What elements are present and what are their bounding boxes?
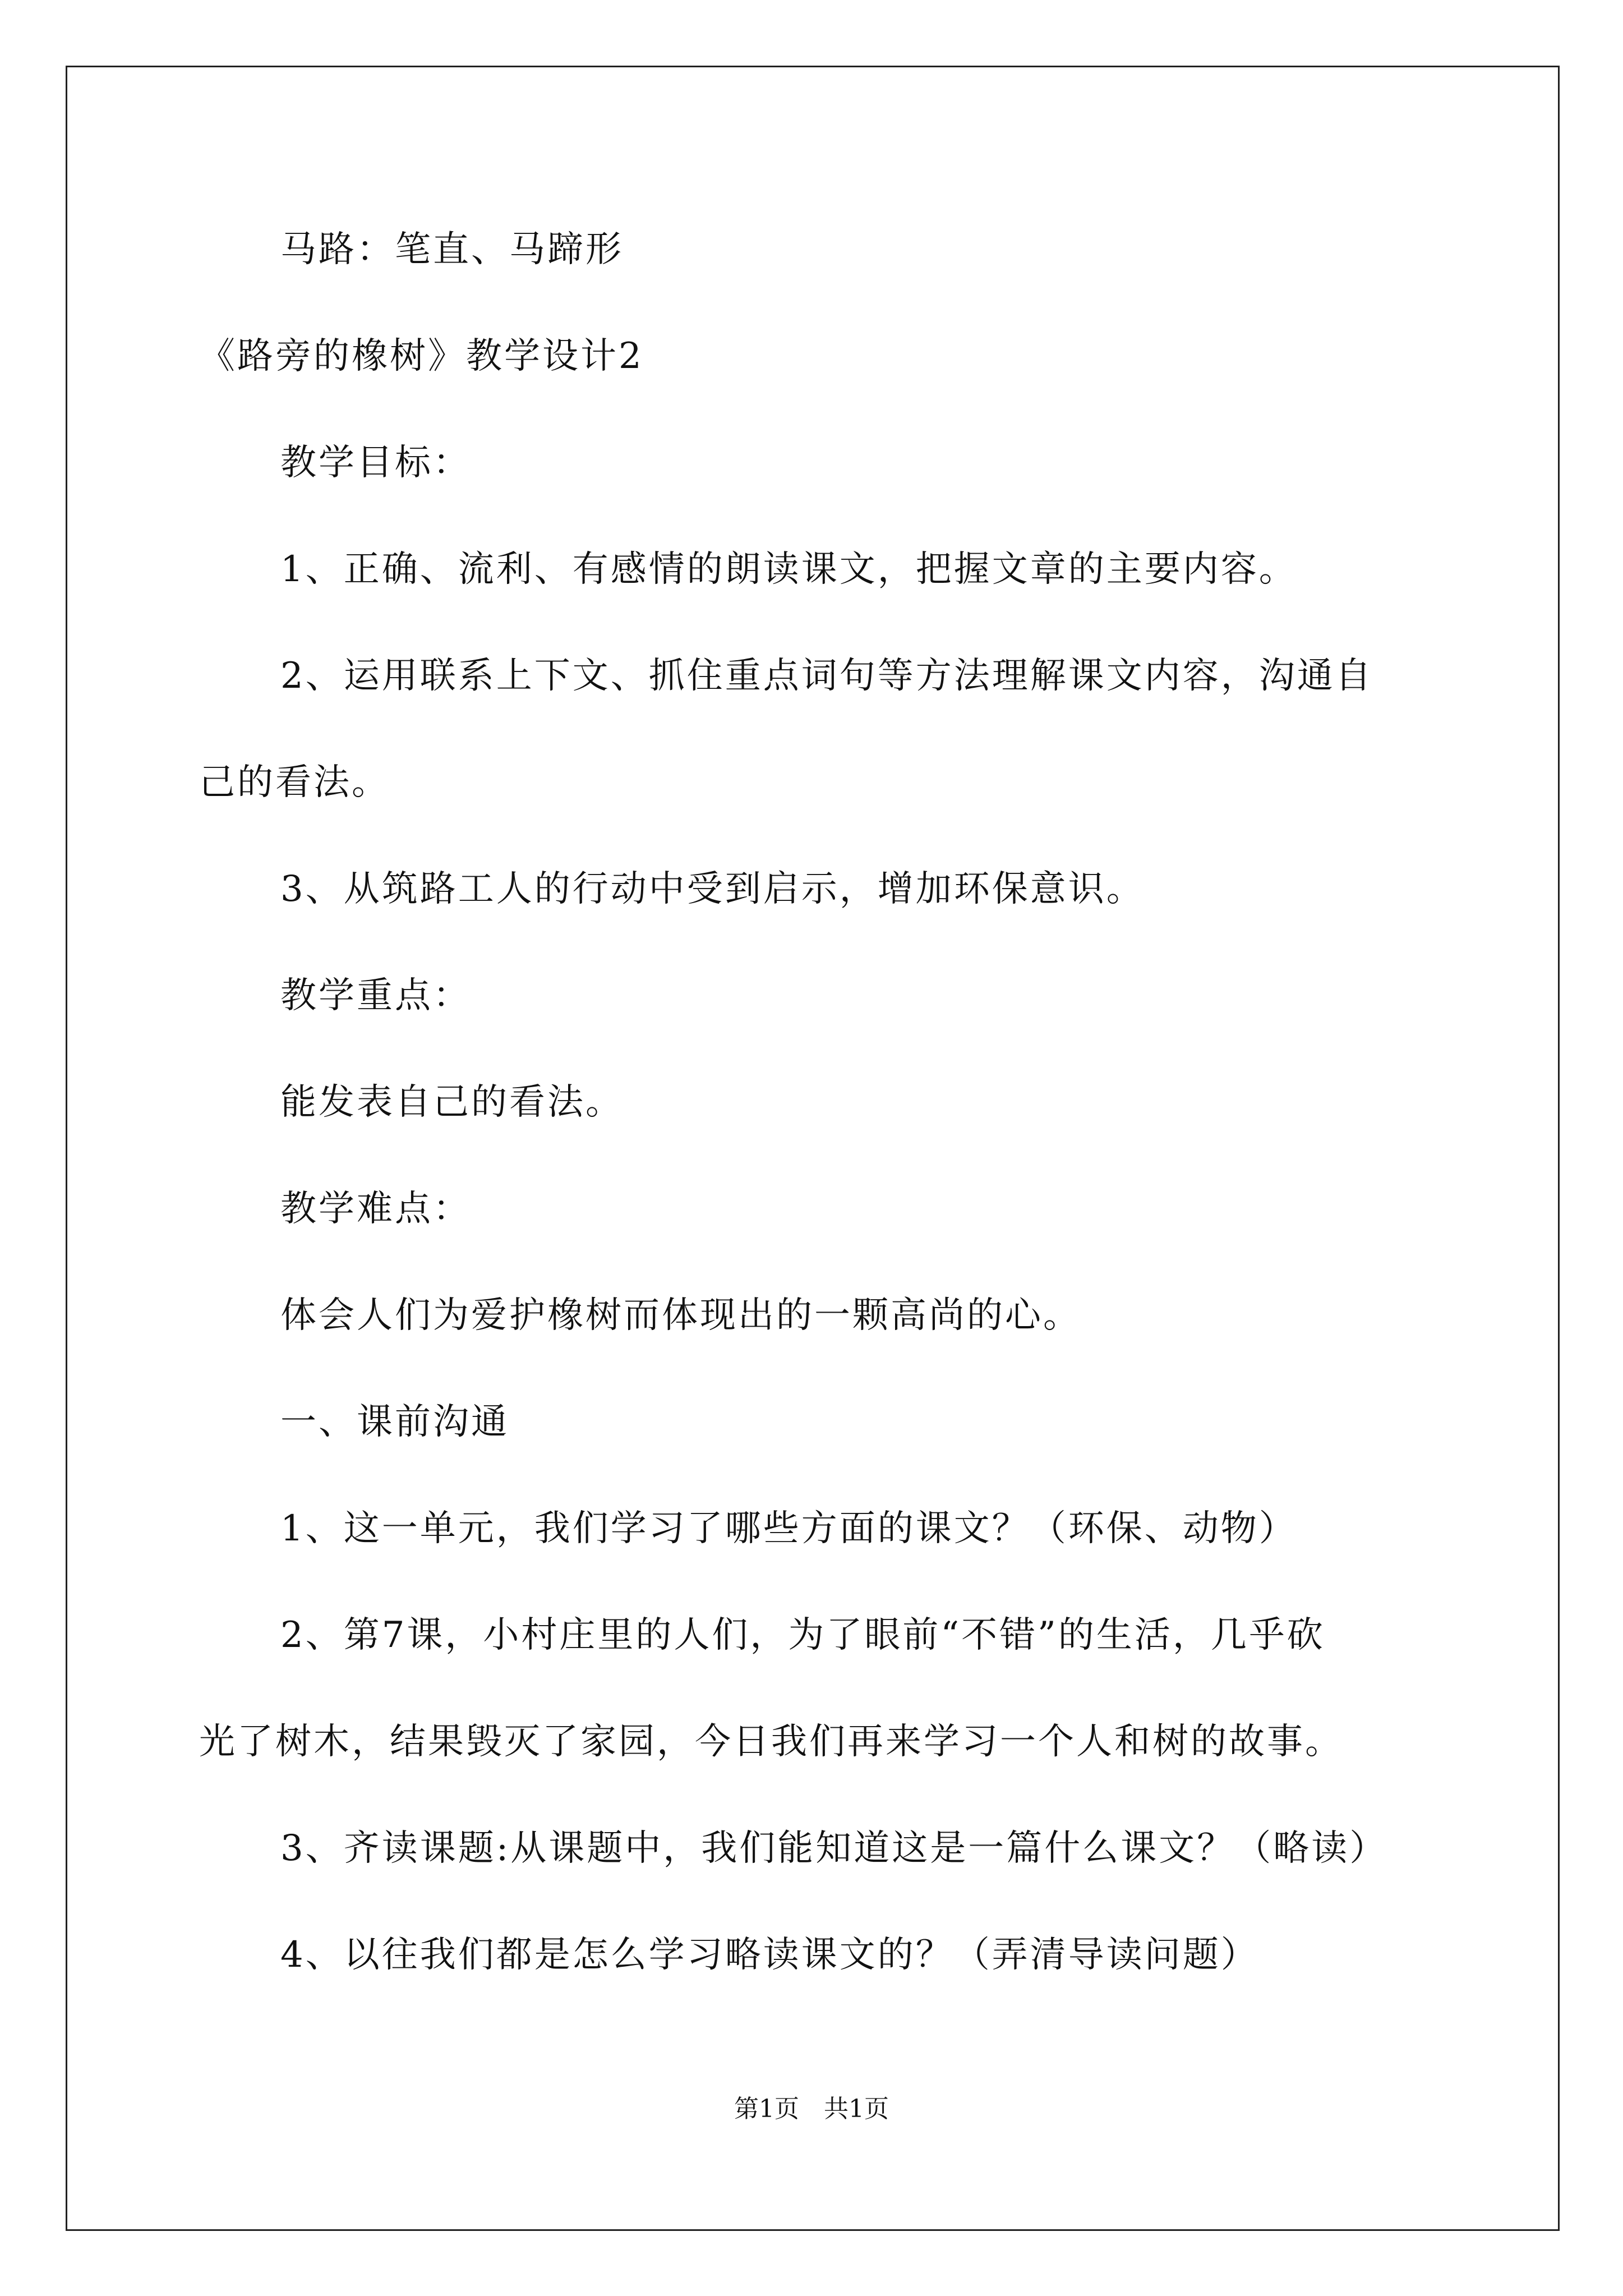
text-line-16: 3、齐读课题:从课题中，我们能知道这是一篇什么课文？（略读） — [280, 1828, 1388, 1869]
text-line-8: 教学重点： — [280, 975, 471, 1016]
text-line-10: 教学难点： — [280, 1188, 471, 1230]
text-line-3: 教学目标： — [280, 442, 471, 484]
text-line-1: 马路：笔直、马蹄形 — [280, 229, 624, 270]
text-line-13: 1、这一单元，我们学习了哪些方面的课文？（环保、动物） — [280, 1508, 1297, 1549]
text-line-7: 3、从筑路工人的行动中受到启示，增加环保意识。 — [280, 868, 1145, 910]
text-line-11: 体会人们为爱护橡树而体现出的一颗高尚的心。 — [280, 1295, 1081, 1336]
text-line-4: 1、正确、流利、有感情的朗读课文，把握文章的主要内容。 — [280, 549, 1297, 590]
text-line-17: 4、以往我们都是怎么学习略读课文的？（弄清导读问题） — [280, 1934, 1259, 1976]
text-line-14: 2、第7课，小村庄里的人们，为了眼前“不错”的生活，几乎砍 — [280, 1614, 1325, 1656]
text-line-12: 一、课前沟通 — [280, 1401, 509, 1443]
text-line-9: 能发表自己的看法。 — [280, 1082, 624, 1123]
page-border — [66, 66, 1560, 2231]
page-number-footer: 第1页 共1页 — [734, 2095, 889, 2123]
text-line-5: 2、运用联系上下文、抓住重点词句等方法理解课文内容，沟通自 — [280, 655, 1373, 697]
section-title: 《路旁的橡树》教学设计2 — [199, 335, 644, 377]
text-line-15: 光了树木，结果毁灭了家园，今日我们再来学习一个人和树的故事。 — [199, 1721, 1343, 1763]
text-line-6: 己的看法。 — [199, 762, 390, 803]
